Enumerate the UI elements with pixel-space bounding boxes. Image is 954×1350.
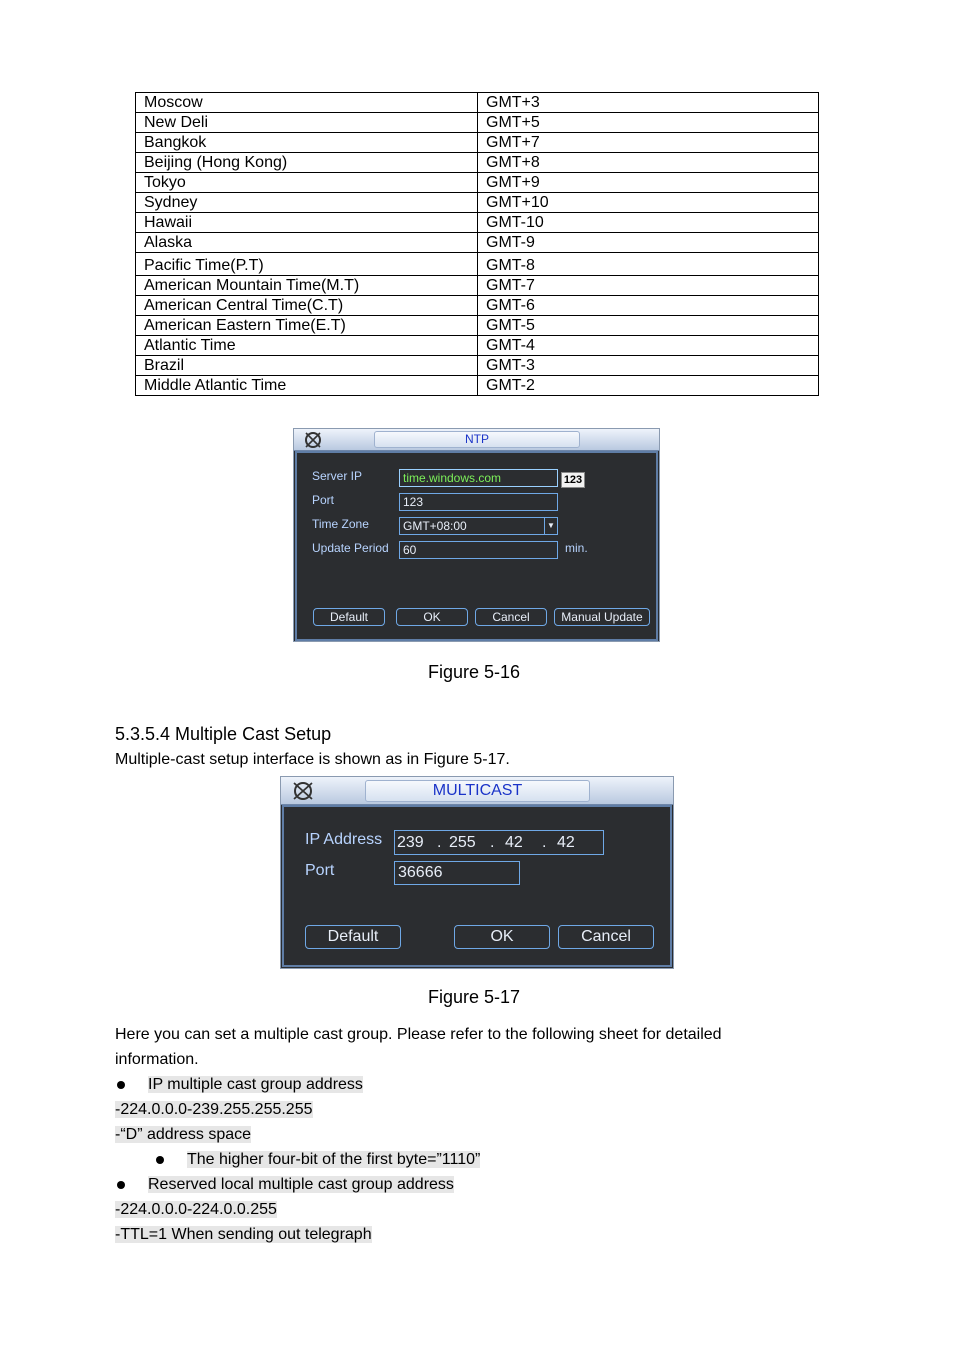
table-row xyxy=(136,316,819,336)
ip-dot-2: . xyxy=(490,834,495,851)
keyboard-icon[interactable] xyxy=(561,472,585,488)
timezone-offset: GMT-10 xyxy=(478,213,819,233)
timezone-offset: GMT-6 xyxy=(478,296,819,316)
ip-octet-4[interactable]: 42 xyxy=(557,834,575,851)
timezone-city: Beijing (Hong Kong) xyxy=(136,153,478,173)
d-address-space-text: -“D” address space xyxy=(115,1126,252,1143)
timezone-offset: GMT+10 xyxy=(478,193,819,213)
bullet-icon xyxy=(117,1181,125,1189)
range-2 xyxy=(115,1201,277,1219)
multicast-cancel-button[interactable]: Cancel xyxy=(558,925,654,949)
update-period-label: Update Period xyxy=(312,541,389,555)
timezone-city: American Central Time(C.T) xyxy=(136,296,478,316)
ip-address-label: IP Address xyxy=(305,831,383,848)
timezone-city: New Deli xyxy=(136,113,478,133)
figure-16-caption: Figure 5-16 xyxy=(428,662,521,682)
timezone-city: Atlantic Time xyxy=(136,336,478,356)
server-ip-input[interactable]: time.windows.com xyxy=(399,469,558,487)
timezone-offset: GMT+5 xyxy=(478,113,819,133)
multicast-ok-button[interactable]: OK xyxy=(454,925,550,949)
timezone-city: Hawaii xyxy=(136,213,478,233)
ttl-note xyxy=(115,1226,372,1244)
ip-address-input[interactable] xyxy=(394,830,604,855)
update-period-input[interactable]: 60 xyxy=(399,541,558,559)
body-line-2: information. xyxy=(115,1051,199,1068)
bullet-reserved-local xyxy=(148,1176,454,1194)
ip-dot-3: . xyxy=(542,834,547,851)
timezone-city: Bangkok xyxy=(136,133,478,153)
timezone-offset: GMT+7 xyxy=(478,133,819,153)
multicast-port-input[interactable]: 36666 xyxy=(394,861,520,885)
timezone-city: American Eastern Time(E.T) xyxy=(136,316,478,336)
table-row xyxy=(136,276,819,296)
multicast-dialog xyxy=(280,776,674,969)
default-button[interactable]: Default xyxy=(313,608,385,626)
timezone-offset: GMT-9 xyxy=(478,233,819,253)
logo-icon xyxy=(302,430,326,450)
time-zone-select[interactable] xyxy=(399,517,558,535)
table-row xyxy=(136,356,819,376)
ip-octet-2[interactable]: 255 xyxy=(449,834,476,851)
timezone-offset: GMT+3 xyxy=(478,93,819,113)
table-row xyxy=(136,93,819,113)
multicast-title: MULTICAST xyxy=(365,780,590,802)
multicast-default-button[interactable]: Default xyxy=(305,925,401,949)
table-row xyxy=(136,336,819,356)
timezone-table xyxy=(135,92,819,396)
timezone-offset: GMT-2 xyxy=(478,376,819,396)
table-row xyxy=(136,113,819,133)
table-row xyxy=(136,213,819,233)
bullet-icon xyxy=(117,1081,125,1089)
timezone-offset: GMT-7 xyxy=(478,276,819,296)
body-line-1: Here you can set a multiple cast group. Please refer to the following sheet for detailed xyxy=(115,1026,722,1043)
port-input[interactable]: 123 xyxy=(399,493,558,511)
timezone-offset: GMT-3 xyxy=(478,356,819,376)
table-row xyxy=(136,376,819,396)
timezone-city: Pacific Time(P.T) xyxy=(136,253,478,276)
timezone-offset: GMT-8 xyxy=(478,253,819,276)
timezone-city: Middle Atlantic Time xyxy=(136,376,478,396)
sub-bullet-four-bit xyxy=(187,1151,480,1169)
table-row xyxy=(136,173,819,193)
table-row xyxy=(136,133,819,153)
time-zone-label: Time Zone xyxy=(312,517,369,531)
section-heading: 5.3.5.4 Multiple Cast Setup xyxy=(115,724,332,744)
multicast-port-label: Port xyxy=(305,862,335,879)
timezone-city: American Mountain Time(M.T) xyxy=(136,276,478,296)
timezone-offset: GMT+9 xyxy=(478,173,819,193)
table-row xyxy=(136,153,819,173)
table-row xyxy=(136,296,819,316)
table-row xyxy=(136,193,819,213)
intro-text: Multiple-cast setup interface is shown as in Figure 5-17. xyxy=(115,751,510,768)
timezone-city: Sydney xyxy=(136,193,478,213)
server-ip-label: Server IP xyxy=(312,469,363,483)
range-2-text: -224.0.0.0-224.0.0.255 xyxy=(115,1201,277,1218)
bullet-reserved-local-text: Reserved local multiple cast group address xyxy=(148,1176,454,1193)
ip-octet-1[interactable]: 239 xyxy=(397,834,424,851)
chevron-down-icon[interactable]: ▼ xyxy=(544,518,557,534)
range-1 xyxy=(115,1101,313,1119)
bullet-ip-multicast xyxy=(148,1076,363,1094)
sub-bullet-four-bit-text: The higher four-bit of the first byte=”1110” xyxy=(187,1151,481,1168)
keyboard-label: 123 xyxy=(563,474,583,486)
logo-icon xyxy=(289,779,319,803)
timezone-city: Brazil xyxy=(136,356,478,376)
timezone-offset: GMT-4 xyxy=(478,336,819,356)
bullet-ip-multicast-text: IP multiple cast group address xyxy=(148,1076,363,1093)
time-zone-value: GMT+08:00 xyxy=(403,519,467,533)
update-period-unit: min. xyxy=(565,541,588,555)
ntp-dialog xyxy=(293,428,660,642)
ttl-note-text: -TTL=1 When sending out telegraph xyxy=(115,1226,372,1243)
d-address-space xyxy=(115,1126,251,1144)
table-row xyxy=(136,253,819,276)
ip-dot-1: . xyxy=(437,834,442,851)
bullet-icon xyxy=(156,1156,164,1164)
timezone-city: Alaska xyxy=(136,233,478,253)
figure-17-caption: Figure 5-17 xyxy=(428,987,521,1007)
range-1-text: -224.0.0.0-239.255.255.255 xyxy=(115,1101,313,1118)
timezone-offset: GMT+8 xyxy=(478,153,819,173)
manual-update-button[interactable]: Manual Update xyxy=(554,608,650,626)
ip-octet-3[interactable]: 42 xyxy=(505,834,523,851)
ntp-title: NTP xyxy=(374,431,580,448)
ok-button[interactable]: OK xyxy=(396,608,468,626)
table-row xyxy=(136,233,819,253)
cancel-button[interactable]: Cancel xyxy=(475,608,547,626)
timezone-city: Moscow xyxy=(136,93,478,113)
port-label: Port xyxy=(312,493,335,507)
timezone-offset: GMT-5 xyxy=(478,316,819,336)
timezone-city: Tokyo xyxy=(136,173,478,193)
